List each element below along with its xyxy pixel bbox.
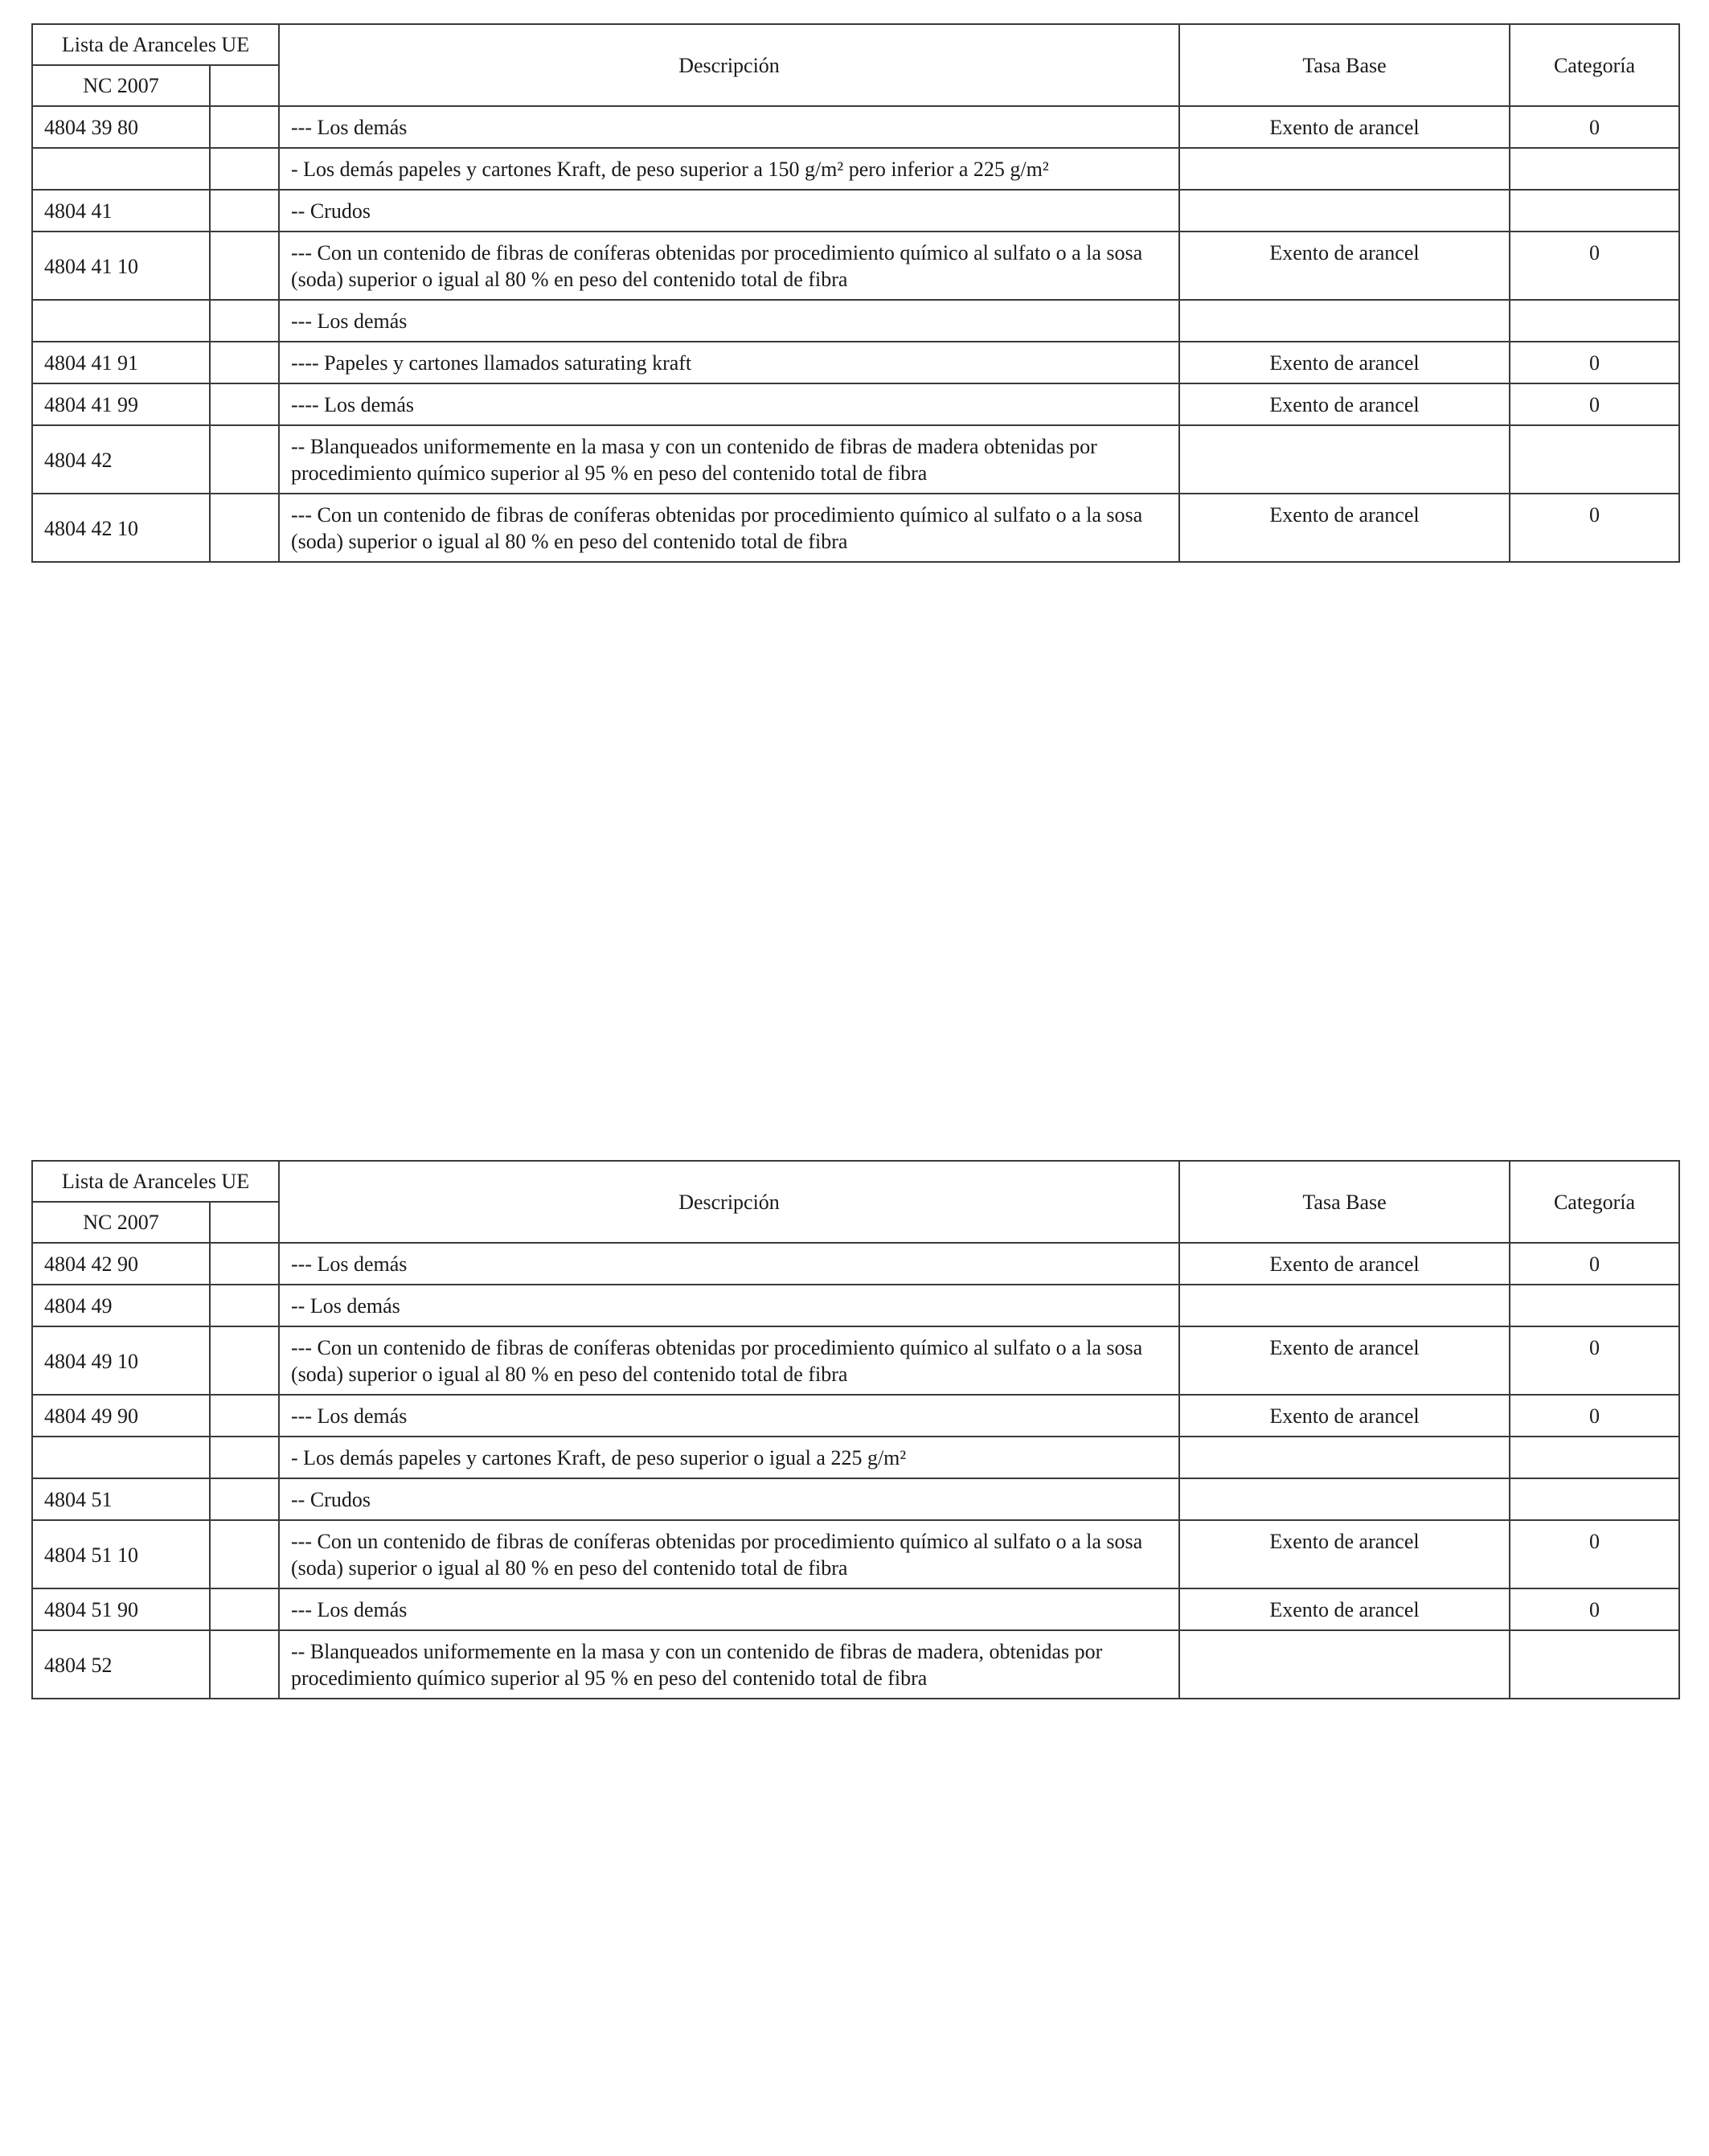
- empty-cell: [210, 1395, 279, 1437]
- tasa-cell: [1179, 1630, 1510, 1699]
- categoria-cell: [1510, 190, 1679, 232]
- tasa-cell: Exento de arancel: [1179, 1326, 1510, 1395]
- table-row: [32, 1395, 1679, 1437]
- empty-cell: [210, 494, 279, 562]
- description-cell: -- Blanqueados uniformemente en la masa y con un contenido de fibras de madera, obtenidas por procedimiento químico superior al 95 % en peso del contenido total de fibra: [279, 1630, 1179, 1699]
- code-cell: [32, 300, 210, 342]
- header-lista: Lista de Aranceles UE: [32, 1161, 279, 1202]
- code-cell: 4804 42 90: [32, 1243, 210, 1285]
- empty-cell: [210, 1326, 279, 1395]
- table-row: [32, 383, 1679, 425]
- tasa-cell: [1179, 190, 1510, 232]
- categoria-cell: 0: [1510, 1588, 1679, 1630]
- code-cell: 4804 41 10: [32, 232, 210, 300]
- empty-cell: [210, 1478, 279, 1520]
- tasa-cell: [1179, 1285, 1510, 1326]
- table-row: [32, 1520, 1679, 1588]
- description-cell: --- Los demás: [279, 300, 1179, 342]
- tasa-cell: Exento de arancel: [1179, 494, 1510, 562]
- tasa-cell: [1179, 300, 1510, 342]
- code-cell: 4804 39 80: [32, 106, 210, 148]
- tasa-cell: Exento de arancel: [1179, 1395, 1510, 1437]
- table-row: [32, 300, 1679, 342]
- code-cell: 4804 49 10: [32, 1326, 210, 1395]
- description-cell: --- Los demás: [279, 1243, 1179, 1285]
- code-cell: 4804 41 99: [32, 383, 210, 425]
- description-cell: - Los demás papeles y cartones Kraft, de peso superior o igual a 225 g/m²: [279, 1437, 1179, 1478]
- header-lista: Lista de Aranceles UE: [32, 24, 279, 65]
- table-row: [32, 1285, 1679, 1326]
- tasa-cell: Exento de arancel: [1179, 232, 1510, 300]
- categoria-cell: [1510, 1437, 1679, 1478]
- code-cell: 4804 49 90: [32, 1395, 210, 1437]
- code-cell: 4804 52: [32, 1630, 210, 1699]
- description-cell: --- Con un contenido de fibras de coníferas obtenidas por procedimiento químico al sulfato o a la sosa (soda) superior o igual al 80 % en peso del contenido total de fibra: [279, 494, 1179, 562]
- table-row: [32, 425, 1679, 494]
- empty-cell: [210, 106, 279, 148]
- categoria-cell: 0: [1510, 232, 1679, 300]
- description-cell: -- Los demás: [279, 1285, 1179, 1326]
- categoria-cell: 0: [1510, 1395, 1679, 1437]
- header-descripcion: Descripción: [279, 24, 1179, 106]
- code-cell: 4804 51 10: [32, 1520, 210, 1588]
- header-empty-cell: [210, 1202, 279, 1243]
- table-row: [32, 232, 1679, 300]
- empty-cell: [210, 1285, 279, 1326]
- header-empty-cell: [210, 65, 279, 106]
- tariff-table-1: [31, 23, 1680, 563]
- table-row: [32, 106, 1679, 148]
- header-categoria: Categoría: [1510, 24, 1679, 106]
- categoria-cell: [1510, 425, 1679, 494]
- table-row: [32, 1478, 1679, 1520]
- description-cell: --- Los demás: [279, 1588, 1179, 1630]
- header-descripcion: Descripción: [279, 1161, 1179, 1243]
- empty-cell: [210, 1437, 279, 1478]
- empty-cell: [210, 1588, 279, 1630]
- header-tasa-base: Tasa Base: [1179, 24, 1510, 106]
- code-cell: 4804 41: [32, 190, 210, 232]
- code-cell: 4804 51: [32, 1478, 210, 1520]
- categoria-cell: [1510, 1478, 1679, 1520]
- empty-cell: [210, 1243, 279, 1285]
- description-cell: --- Con un contenido de fibras de coníferas obtenidas por procedimiento químico al sulfato o a la sosa (soda) superior o igual al 80 % en peso del contenido total de fibra: [279, 1326, 1179, 1395]
- description-cell: -- Crudos: [279, 190, 1179, 232]
- description-cell: --- Con un contenido de fibras de coníferas obtenidas por procedimiento químico al sulfato o a la sosa (soda) superior o igual al 80 % en peso del contenido total de fibra: [279, 1520, 1179, 1588]
- tasa-cell: Exento de arancel: [1179, 1243, 1510, 1285]
- code-cell: 4804 42 10: [32, 494, 210, 562]
- empty-cell: [210, 300, 279, 342]
- table-row: [32, 1630, 1679, 1699]
- table-row: [32, 1437, 1679, 1478]
- code-cell: 4804 51 90: [32, 1588, 210, 1630]
- header-row: [32, 1161, 1679, 1202]
- header-row: [32, 24, 1679, 65]
- table-row: [32, 342, 1679, 383]
- categoria-cell: 0: [1510, 106, 1679, 148]
- categoria-cell: 0: [1510, 494, 1679, 562]
- categoria-cell: [1510, 300, 1679, 342]
- categoria-cell: 0: [1510, 1326, 1679, 1395]
- empty-cell: [210, 232, 279, 300]
- categoria-cell: [1510, 1630, 1679, 1699]
- tasa-cell: Exento de arancel: [1179, 1520, 1510, 1588]
- tasa-cell: Exento de arancel: [1179, 1588, 1510, 1630]
- table-row: [32, 190, 1679, 232]
- empty-cell: [210, 425, 279, 494]
- description-cell: ---- Papeles y cartones llamados saturating kraft: [279, 342, 1179, 383]
- table-row: [32, 148, 1679, 190]
- tasa-cell: Exento de arancel: [1179, 342, 1510, 383]
- description-cell: ---- Los demás: [279, 383, 1179, 425]
- categoria-cell: 0: [1510, 342, 1679, 383]
- categoria-cell: [1510, 1285, 1679, 1326]
- description-cell: -- Blanqueados uniformemente en la masa y con un contenido de fibras de madera obtenidas por procedimiento químico superior al 95 % en peso del contenido total de fibra: [279, 425, 1179, 494]
- code-cell: 4804 49: [32, 1285, 210, 1326]
- empty-cell: [210, 342, 279, 383]
- empty-cell: [210, 148, 279, 190]
- code-cell: [32, 1437, 210, 1478]
- description-cell: --- Con un contenido de fibras de coníferas obtenidas por procedimiento químico al sulfato o a la sosa (soda) superior o igual al 80 % en peso del contenido total de fibra: [279, 232, 1179, 300]
- tasa-cell: [1179, 1478, 1510, 1520]
- description-cell: --- Los demás: [279, 106, 1179, 148]
- table-row: [32, 1588, 1679, 1630]
- empty-cell: [210, 1520, 279, 1588]
- description-cell: - Los demás papeles y cartones Kraft, de peso superior a 150 g/m² pero inferior a 225 g/m²: [279, 148, 1179, 190]
- code-cell: [32, 148, 210, 190]
- tasa-cell: [1179, 148, 1510, 190]
- categoria-cell: [1510, 148, 1679, 190]
- empty-cell: [210, 1630, 279, 1699]
- empty-cell: [210, 190, 279, 232]
- categoria-cell: 0: [1510, 1520, 1679, 1588]
- tariff-table-2: [31, 1160, 1680, 1699]
- categoria-cell: 0: [1510, 1243, 1679, 1285]
- table-row: [32, 1326, 1679, 1395]
- header-nc: NC 2007: [32, 65, 210, 106]
- tasa-cell: Exento de arancel: [1179, 383, 1510, 425]
- tasa-cell: [1179, 425, 1510, 494]
- tasa-cell: [1179, 1437, 1510, 1478]
- code-cell: 4804 42: [32, 425, 210, 494]
- code-cell: 4804 41 91: [32, 342, 210, 383]
- header-tasa-base: Tasa Base: [1179, 1161, 1510, 1243]
- header-categoria: Categoría: [1510, 1161, 1679, 1243]
- header-nc: NC 2007: [32, 1202, 210, 1243]
- table-row: [32, 494, 1679, 562]
- tasa-cell: Exento de arancel: [1179, 106, 1510, 148]
- categoria-cell: 0: [1510, 383, 1679, 425]
- description-cell: --- Los demás: [279, 1395, 1179, 1437]
- description-cell: -- Crudos: [279, 1478, 1179, 1520]
- table-row: [32, 1243, 1679, 1285]
- empty-cell: [210, 383, 279, 425]
